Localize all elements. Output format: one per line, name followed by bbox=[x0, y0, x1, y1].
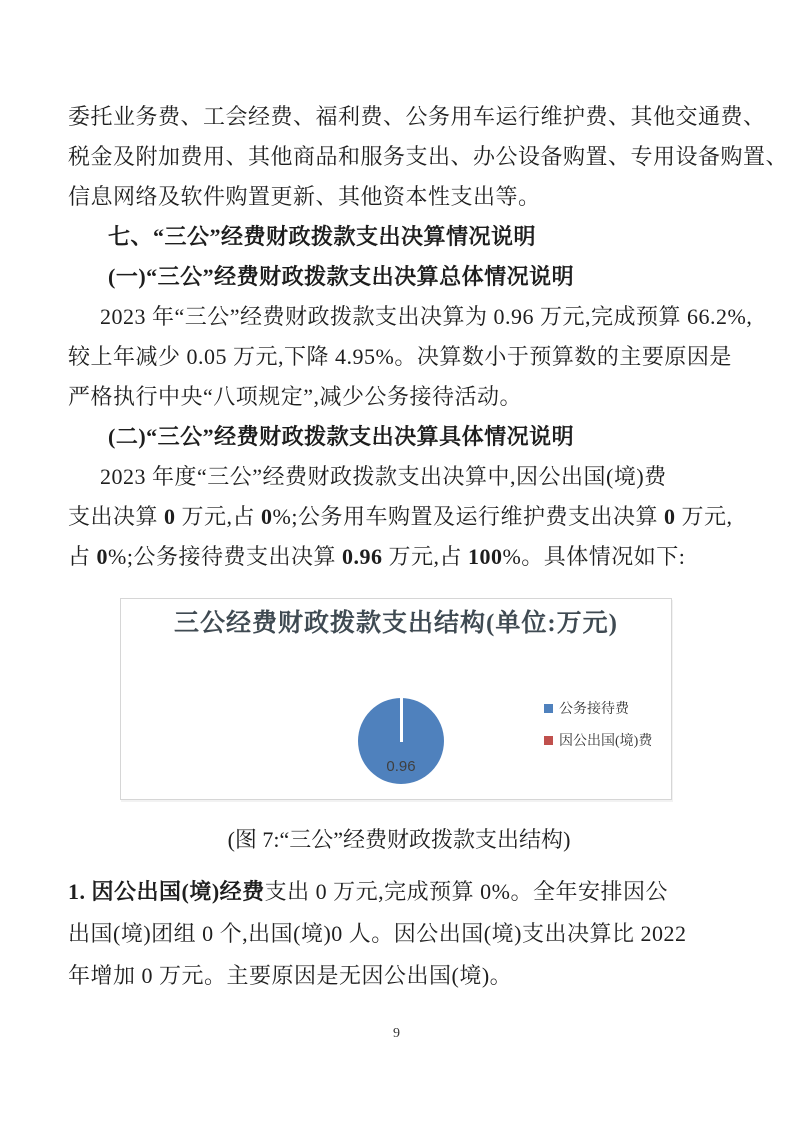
bold-number: 0 bbox=[261, 504, 273, 529]
pie-data-label: 0.96 bbox=[386, 758, 416, 775]
section-heading-7: 七、“三公”经费财政拨款支出决算情况说明 bbox=[108, 224, 537, 249]
text-segment: 占 bbox=[68, 544, 97, 569]
bold-number: 0 bbox=[663, 504, 676, 529]
bold-number: 100 bbox=[467, 544, 503, 569]
bold-number: 0 bbox=[96, 544, 109, 569]
paragraph-line bbox=[68, 497, 733, 537]
subsection-heading-1: (一)“三公”经费财政拨款支出决算总体情况说明 bbox=[108, 264, 575, 289]
chart-title: 三公经费财政拨款支出结构(单位:万元) bbox=[174, 610, 618, 637]
body-text-block bbox=[68, 97, 789, 577]
subsection-heading-2: (二)“三公”经费财政拨款支出决算具体情况说明 bbox=[108, 424, 575, 449]
text-segment: 万元,占 bbox=[382, 544, 468, 569]
pie-chart-figure bbox=[120, 598, 672, 800]
paragraph-line: 税金及附加费用、其他商品和服务支出、办公设备购置、专用设备购置、 bbox=[68, 144, 789, 169]
paragraph-line bbox=[68, 537, 730, 577]
body-text-block-2 bbox=[68, 871, 730, 997]
paragraph-line: 委托业务费、工会经费、福利费、公务用车运行维护费、其他交通费、 bbox=[68, 104, 766, 129]
paragraph-line: 信息网络及软件购置更新、其他资本性支出等。 bbox=[68, 184, 541, 209]
paragraph-line: 2023 年“三公”经费财政拨款支出决算为 0.96 万元,完成预算 66.2%, bbox=[100, 304, 753, 329]
legend-label: 公务接待费 bbox=[559, 702, 629, 717]
paragraph-line: 较上年减少 0.05 万元,下降 4.95%。决算数小于预算数的主要原因是 bbox=[68, 344, 732, 369]
paragraph-line: 年增加 0 万元。主要原因是无因公出国(境)。 bbox=[68, 963, 513, 988]
paragraph-line bbox=[68, 871, 730, 913]
paragraph-line: 严格执行中央“八项规定”,减少公务接待活动。 bbox=[68, 384, 523, 409]
text-segment: 万元, bbox=[675, 504, 733, 529]
bold-number: 0 bbox=[164, 504, 176, 529]
bold-number: 0.96 bbox=[341, 544, 383, 569]
text-segment: 万元,占 bbox=[175, 504, 262, 529]
text-segment: %。具体情况如下: bbox=[502, 544, 686, 569]
legend-label: 因公出国(境)费 bbox=[559, 734, 653, 749]
page-number: 9 bbox=[393, 1026, 400, 1041]
legend-swatch-blue-icon bbox=[544, 704, 553, 713]
legend-swatch-red-icon bbox=[544, 736, 553, 745]
text-segment: 支出决算 bbox=[68, 504, 165, 529]
text-segment: %;公务接待费支出决算 bbox=[108, 544, 342, 569]
bold-lead: 1. 因公出国(境)经费 bbox=[68, 879, 265, 904]
text-segment: %;公务用车购置及运行维护费支出决算 bbox=[272, 504, 664, 529]
text-segment: 支出 0 万元,完成预算 0%。全年安排因公 bbox=[264, 879, 668, 904]
figure-caption: (图 7:“三公”经费财政拨款支出结构) bbox=[227, 827, 571, 852]
pie-slice-divider bbox=[400, 698, 403, 742]
legend-item-overseas-fee bbox=[544, 732, 652, 748]
paragraph-line: 2023 年度“三公”经费财政拨款支出决算中,因公出国(境)费 bbox=[100, 464, 667, 489]
paragraph-line: 出国(境)团组 0 个,出国(境)0 人。因公出国(境)支出决算比 2022 bbox=[68, 921, 687, 946]
legend-item-reception-fee bbox=[544, 700, 629, 716]
